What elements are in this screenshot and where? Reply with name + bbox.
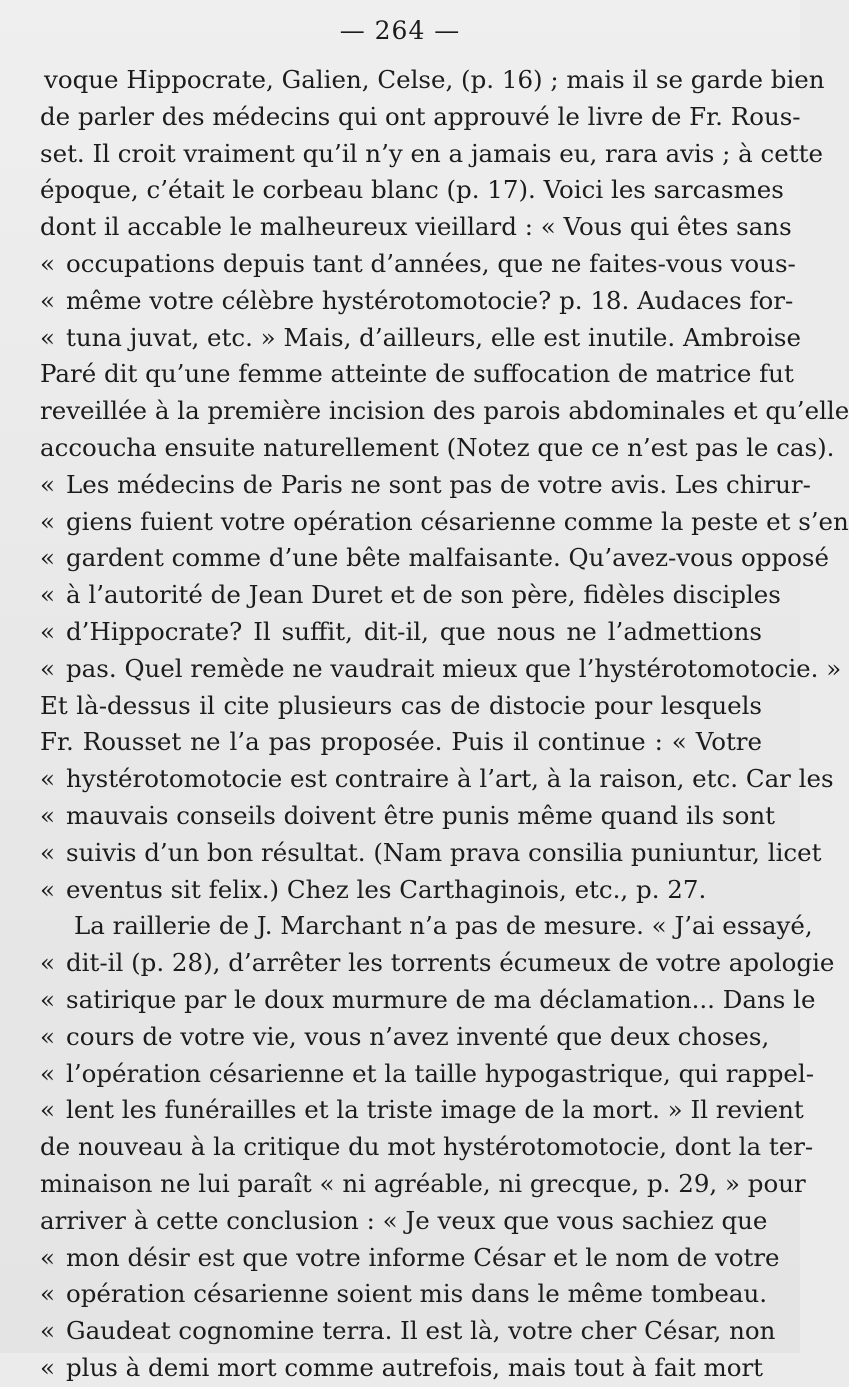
quote-mark: « (40, 874, 55, 904)
text-line (40, 1166, 806, 1203)
line-text: voque Hippocrate, Galien, Celse, (p. 16) ; mais il se garde bien (44, 65, 825, 94)
line-text: cours de votre vie, vous n’avez inventé que deux choses, (66, 1021, 770, 1051)
text-line (40, 1092, 804, 1129)
text-line (40, 577, 781, 614)
text-line (40, 62, 825, 99)
text-line (40, 356, 794, 393)
quote-mark: « (40, 248, 55, 278)
line-text: époque, c’était le corbeau blanc (p. 17). Voici les sarcasmes (40, 175, 784, 205)
text-line (40, 835, 822, 872)
line-text: de nouveau à la critique du mot hystérotomotocie, dont la ter- (40, 1132, 814, 1162)
text-line (40, 1313, 776, 1350)
text-line (40, 798, 775, 835)
quote-mark: « (40, 1021, 55, 1051)
quote-mark: « (40, 285, 55, 315)
line-text: dit-il (p. 28), d’arrêter les torrents écumeux de votre apologie (66, 948, 835, 978)
text-line (40, 1276, 768, 1313)
text-line (40, 430, 835, 467)
text-line (40, 540, 829, 577)
quote-mark: « (40, 984, 55, 1014)
text-line (40, 908, 813, 945)
text-line (40, 1019, 770, 1056)
line-text: suivis d’un bon résultat. (Nam prava consilia puniuntur, licet (66, 837, 822, 867)
quote-mark: « (40, 616, 55, 646)
line-text: set. Il croit vraiment qu’il n’y en a jamais eu, rara avis ; à cette (40, 138, 823, 168)
line-text: arriver à cette conclusion : « Je veux que vous sachiez que (40, 1205, 768, 1235)
quote-mark: « (40, 1279, 55, 1309)
quote-mark: « (40, 948, 55, 978)
text-line (40, 945, 835, 982)
line-text: à l’autorité de Jean Duret et de son père, fidèles disciples (66, 580, 781, 610)
quote-mark: « (40, 1058, 55, 1088)
line-text: hystérotomotocie est contraire à l’art, à la raison, etc. Car les (66, 764, 834, 794)
line-text: Les médecins de Paris ne sont pas de votre avis. Les chirur- (66, 469, 811, 499)
text-line (40, 761, 834, 798)
quote-mark: « (40, 1242, 55, 1272)
quote-mark: « (40, 764, 55, 794)
text-line (40, 872, 762, 909)
line-text: Gaudeat cognomine terra. Il est là, votre cher César, non (66, 1316, 776, 1346)
text-line (40, 246, 796, 283)
quote-mark: « (40, 580, 55, 610)
quote-mark: « (40, 837, 55, 867)
text-line (40, 688, 762, 725)
text-line (40, 982, 816, 1019)
line-text: giens fuient votre opération césarienne comme la peste et s’en (66, 506, 849, 536)
line-text: mauvais conseils doivent être punis même quand ils sont (66, 800, 775, 830)
line-text: Fr. Rousset ne l’a pas proposée. Puis il continue : « Votre (40, 727, 762, 757)
line-text: gardent comme d’une bête malfaisante. Qu’avez-vous opposé (66, 543, 829, 573)
text-line (40, 724, 762, 761)
quote-mark: « (40, 322, 55, 352)
text-line (40, 320, 801, 357)
page-number: — 264 — (339, 16, 461, 45)
text-line (40, 136, 823, 173)
text-line (40, 1203, 768, 1240)
text-line (40, 393, 849, 430)
line-text: dont il accable le malheureux vieillard : « Vous qui êtes sans (40, 212, 792, 242)
text-line (40, 1129, 814, 1166)
quote-mark: « (40, 506, 55, 536)
quote-mark: « (40, 543, 55, 573)
text-line (40, 1056, 815, 1093)
text-line (40, 1350, 762, 1387)
line-text: plus à demi mort comme autrefois, mais tout à fait mort (66, 1352, 764, 1382)
line-text: opération césarienne soient mis dans le même tombeau. (66, 1279, 768, 1309)
line-text: de parler des médecins qui ont approuvé le livre de Fr. Rous- (40, 101, 801, 131)
quote-mark: « (40, 1095, 55, 1125)
line-text: Et là-dessus il cite plusieurs cas de distocie pour lesquels (40, 690, 762, 720)
line-text: La raillerie de J. Marchant n’a pas de mesure. « J’ai essayé, (74, 911, 813, 941)
line-text: accoucha ensuite naturellement (Notez que ce n’est pas le cas). (40, 432, 835, 462)
line-text: Paré dit qu’une femme atteinte de suffocation de matrice fut (40, 359, 794, 389)
line-text: reveillée à la première incision des parois abdominales et qu’elle (40, 396, 849, 426)
text-line (40, 504, 849, 541)
line-text: l’opération césarienne et la taille hypogastrique, qui rappel- (66, 1058, 815, 1088)
line-text: lent les funérailles et la triste image de la mort. » Il revient (66, 1095, 804, 1125)
text-line (40, 651, 842, 688)
line-text: minaison ne lui paraît « ni agréable, ni grecque, p. 29, » pour (40, 1168, 806, 1198)
line-text: même votre célèbre hystérotomotocie? p. 18. Audaces for- (66, 285, 794, 315)
text-line (40, 209, 792, 246)
line-text: tuna juvat, etc. » Mais, d’ailleurs, elle est inutile. Ambroise (66, 322, 801, 352)
text-line (40, 172, 784, 209)
text-line (40, 1240, 780, 1277)
line-text: occupations depuis tant d’années, que ne faites-vous vous- (66, 248, 796, 278)
quote-mark: « (40, 1316, 55, 1346)
text-line (40, 283, 794, 320)
text-line (40, 99, 801, 136)
text-line (40, 614, 762, 651)
line-text: mon désir est que votre informe César et le nom de votre (66, 1242, 780, 1272)
line-text: pas. Quel remède ne vaudrait mieux que l’hystérotomotocie. » (66, 653, 842, 683)
quote-mark: « (40, 1352, 55, 1382)
line-text: eventus sit felix.) Chez les Carthaginois, etc., p. 27. (66, 874, 707, 904)
line-text: satirique par le doux murmure de ma déclamation... Dans le (66, 984, 816, 1014)
quote-mark: « (40, 469, 55, 499)
quote-mark: « (40, 800, 55, 830)
body-text (40, 62, 849, 1387)
line-text: d’Hippocrate? Il suffit, dit-il, que nous ne l’admettions (66, 616, 762, 646)
text-line (40, 467, 811, 504)
quote-mark: « (40, 653, 55, 683)
